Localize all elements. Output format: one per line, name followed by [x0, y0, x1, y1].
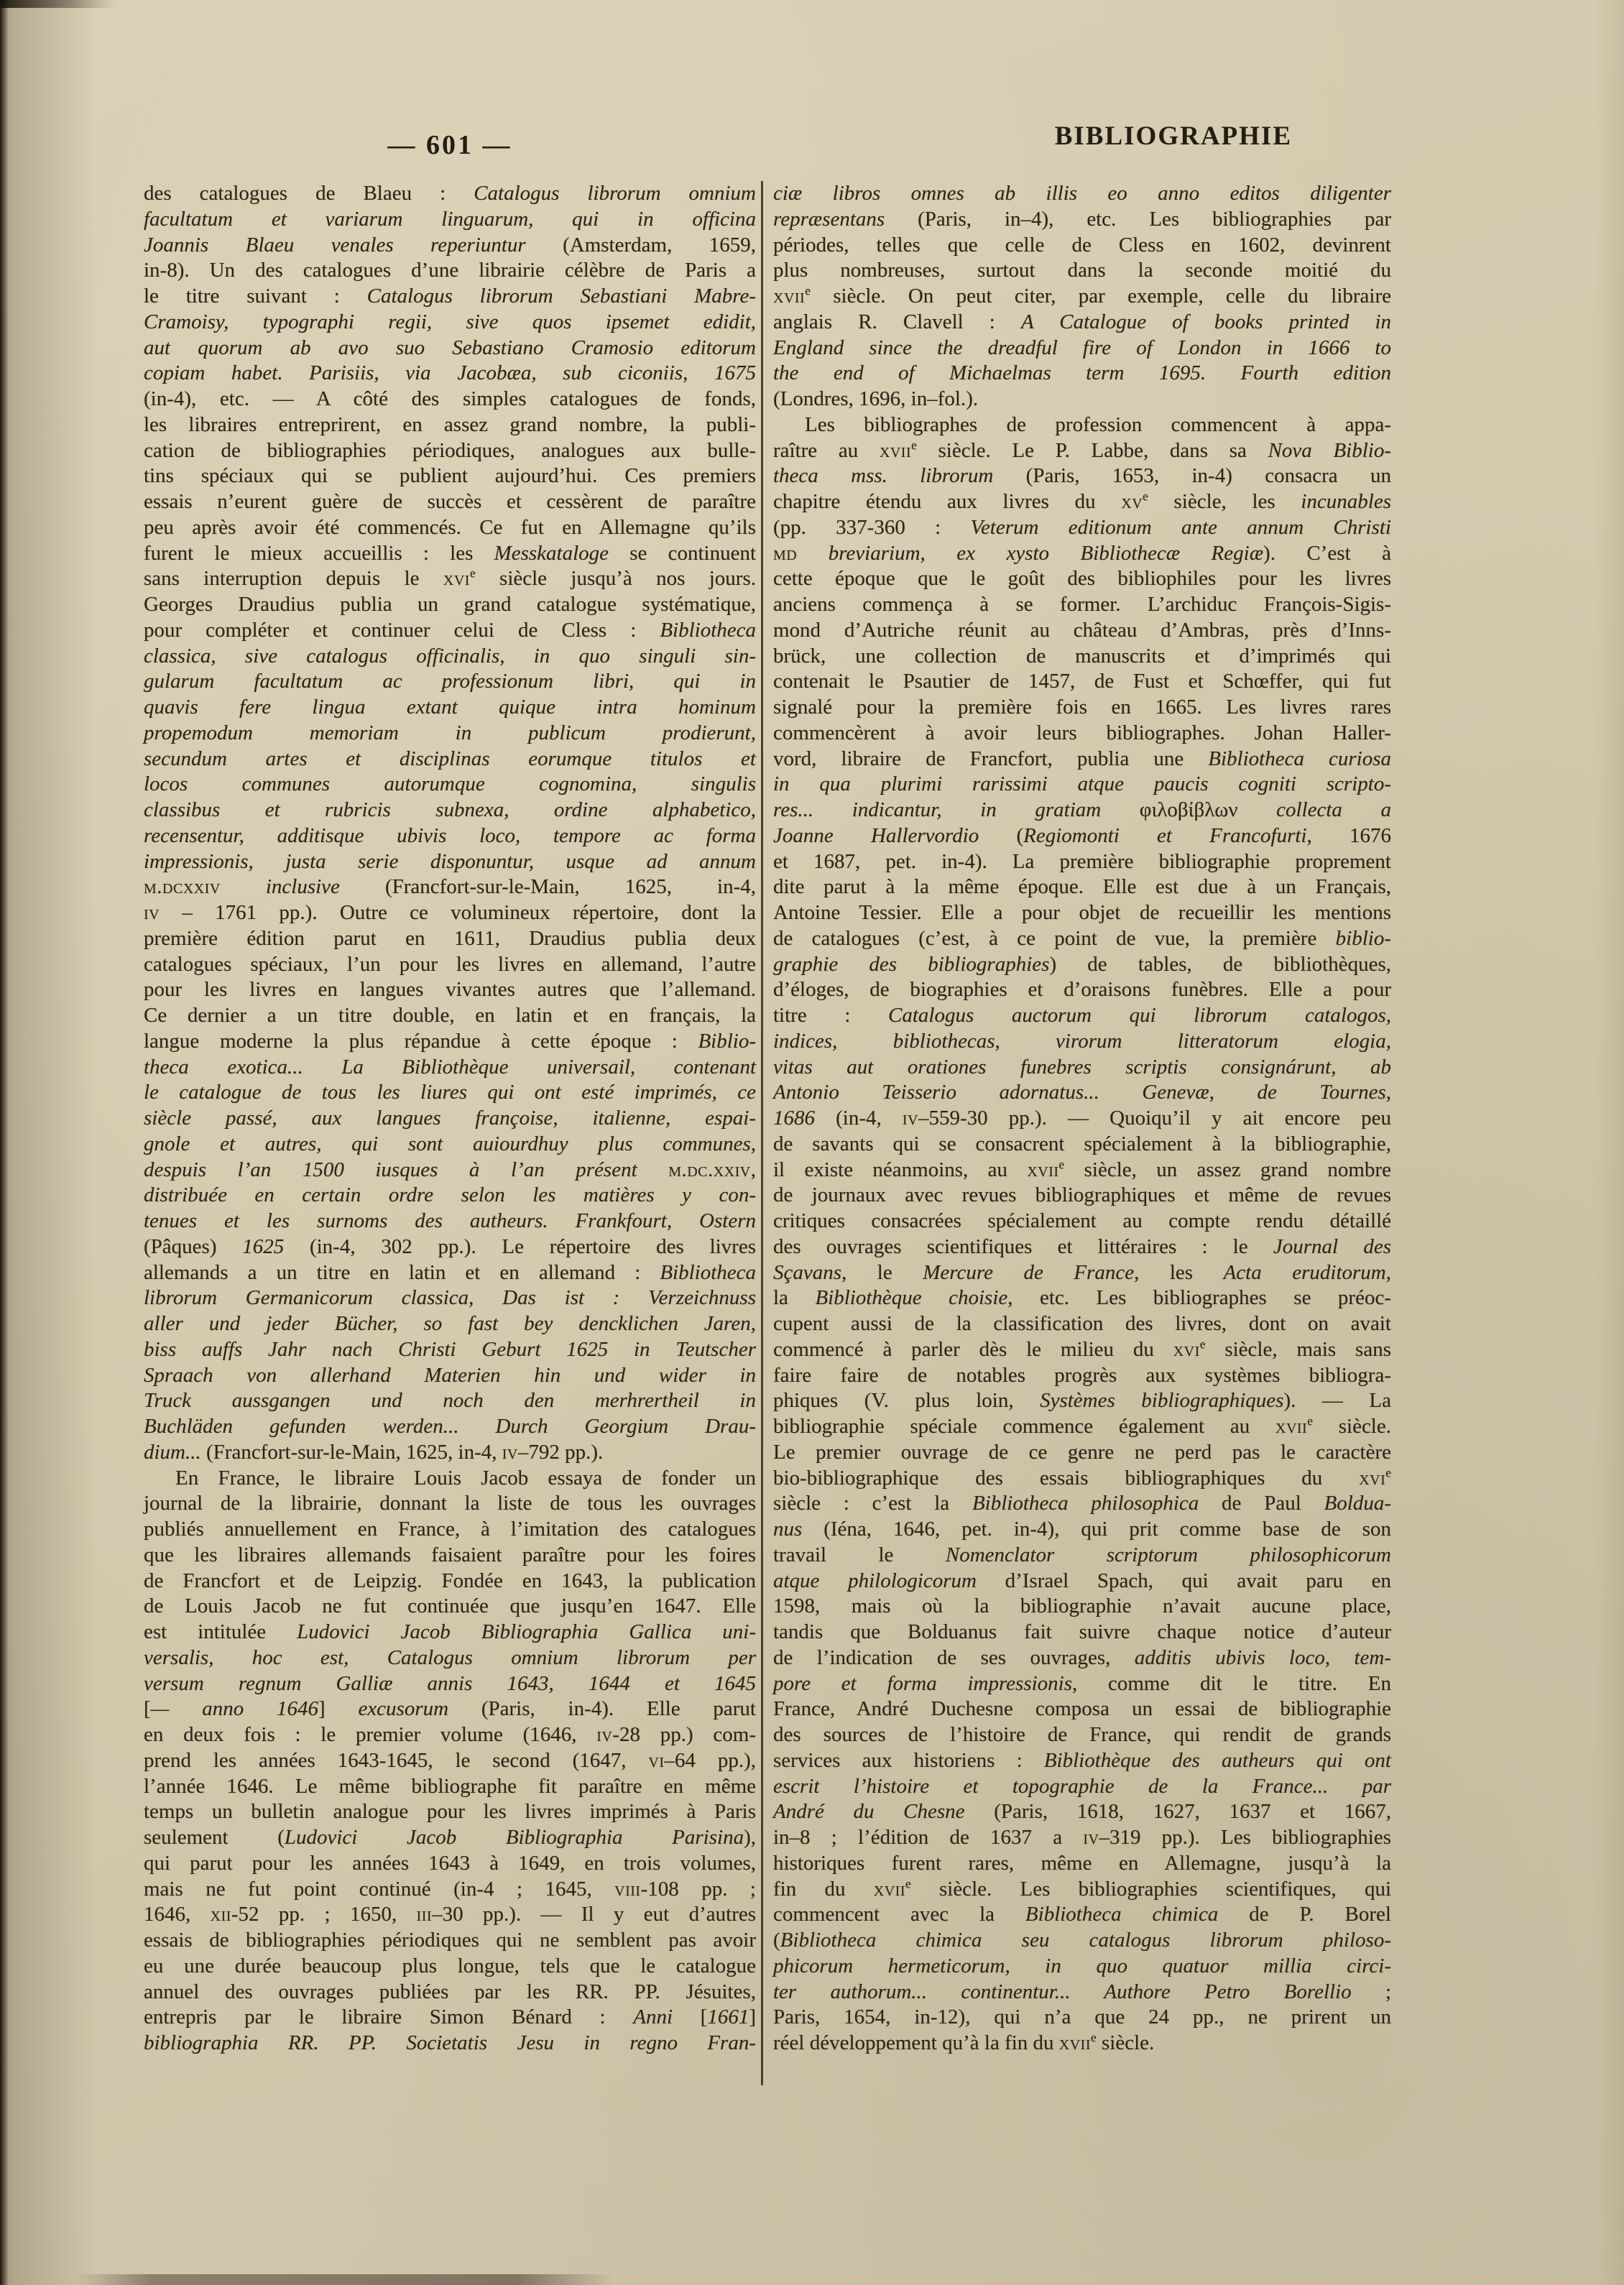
text-line: ter authorum... continentur... Authore Petro Borellio ; [773, 1980, 1391, 2003]
text-line: tenues et les surnoms des autheurs. Frankfourt, Ostern [144, 1209, 756, 1232]
text-line: repræsentans (Paris, in–4), etc. Les bibliographies par [773, 207, 1391, 231]
text-line: raître au xvii$^e$ siècle. Le P. Labbe, dans sa Nova Biblio- [773, 437, 1391, 462]
text-line: et 1687, pet. in-4). La première bibliographie proprement [773, 849, 1391, 873]
text-line: distribuée en certain ordre selon les matières y con- [144, 1183, 756, 1207]
text-line: (Pâques) 1625 (in-4, 302 pp.). Le répertoire des livres [144, 1234, 756, 1258]
text-line: nus (Iéna, 1646, pet. in-4), qui prit comme base de son [773, 1518, 1391, 1541]
text-line: d’éloges, de biographies et d’oraisons funèbres. Elle a pour [773, 978, 1391, 1002]
text-line: Paris, 1654, in-12), qui n’a que 24 pp., ne prirent un [773, 2005, 1391, 2029]
text-line: res... indicantur, in gratiam φιλοβίβλων collecta a [773, 798, 1391, 821]
text-line: En France, le libraire Louis Jacob essaya de fonder un [175, 1466, 756, 1490]
text-line: critiques consacrées spécialement au compte rendu détaillé [773, 1209, 1391, 1232]
text-line: de savants qui se consacrent spécialement à la bibliographie, [773, 1132, 1391, 1155]
text-line: 1598, mais où la bibliographie n’avait aucune place, [773, 1594, 1391, 1618]
page-bottom-edge-shadow [75, 2274, 614, 2285]
text-line: phicorum hermeticorum, in quo quatuor millia circi- [773, 1954, 1391, 1977]
text-line: sans interruption depuis le xvi$^e$ siècle jusqu’à nos jours. [144, 566, 756, 591]
paragraph [773, 412, 1391, 2056]
text-line: siècle : c’est la Bibliotheca philosophica de Paul Boldua- [773, 1492, 1392, 1515]
text-line: dite parut à la même époque. Elle est due à un Français, [773, 875, 1391, 899]
paragraph [773, 181, 1391, 412]
text-line: classibus et rubricis subnexa, ordine alphabetico, [144, 798, 756, 821]
text-line: versalis, hoc est, Catalogus omnium librorum per [144, 1645, 756, 1669]
text-line: (Londres, 1696, in–fol.). [773, 387, 979, 410]
text-line: xvii$^e$ siècle. On peut citer, par exemple, celle du libraire [773, 283, 1391, 308]
text-line: theca mss. librorum (Paris, 1653, in-4) consacra un [773, 464, 1391, 488]
text-line: travail le Nomenclator scriptorum philosophicorum [773, 1543, 1391, 1566]
text-line: theca exotica... La Bibliothèque universail, contenant [144, 1055, 756, 1079]
text-line: Antonio Teisserio adornatus... Genevæ, de Tournes, [773, 1081, 1391, 1104]
text-line: chapitre étendu aux livres du $xv^e$ siècle, les incunables [773, 489, 1391, 513]
text-line: réel développement qu’à la fin du xvii$^e$ siècle. [773, 2030, 1155, 2054]
text-line: mond d’Autriche réunit au château d’Ambras, près d’Inns- [773, 618, 1391, 642]
text-line: gularum facultatum ac professionum libri, qui in [144, 670, 756, 693]
text-line: contenait le Psautier de 1457, de Fust et Schœffer, qui fut [773, 670, 1391, 693]
text-line: furent le mieux accueillis : les Messkataloge se continuent [144, 541, 756, 565]
text-line: essais n’eurent guère de succès et cessèrent de paraître [144, 490, 756, 513]
text-line: (pp. 337-360 : Veterum editionum ante annum Christi [773, 515, 1391, 539]
text-line: cupent aussi de la classification des livres, dont on avait [773, 1312, 1391, 1335]
running-title: BIBLIOGRAPHIE [1054, 121, 1292, 151]
text-line: première édition parut en 1611, Draudius publia deux [144, 926, 756, 950]
text-line: Joannis Blaeu venales reperiuntur (Amsterdam, 1659, [144, 233, 756, 257]
text-line: 1686 (in-4, iv–559-30 pp.). — Quoiqu’il y ait encore peu [773, 1107, 1391, 1130]
text-line: Spraach von allerhand Materien hin und wider in [144, 1363, 756, 1387]
text-line: (in-4), etc. — A côté des simples catalogues de fonds, [144, 387, 756, 410]
text-line: graphie des bibliographies) de tables, de bibliothèques, [773, 952, 1391, 976]
left-text-column [144, 181, 756, 2056]
text-line: gnole et autres, qui sont auiourdhuy plus communes, [144, 1132, 756, 1155]
text-line: in qua plurimi rarissimi atque paucis cogniti scripto- [773, 772, 1391, 796]
text-line: essais de bibliographies périodiques qui ne semblent pas avoir [144, 1929, 756, 1952]
text-line: cation de bibliographies périodiques, analogues aux bulle- [144, 438, 756, 462]
text-line: secundum artes et disciplinas eorumque titulos et [144, 747, 756, 770]
text-line: seulement (Ludovici Jacob Bibliographia Parisina), [144, 1826, 757, 1849]
text-line: pour compléter et continuer celui de Cless : Bibliotheca [144, 618, 756, 642]
text-line: langue moderne la plus répandue à cette époque : Biblio- [144, 1029, 756, 1053]
text-line: in-8). Un des catalogues d’une librairie célèbre de Paris a [144, 259, 756, 282]
text-line: commencent avec la Bibliotheca chimica de P. Borel [773, 1903, 1391, 1926]
text-line: commencé à parler dès le milieu du xvi$^e$ siècle, mais sans [773, 1337, 1391, 1361]
text-line: vitas aut orationes funebres scriptis consignárunt, ab [773, 1055, 1391, 1079]
text-line: brück, une collection de manuscrits et d’imprimés qui [773, 644, 1391, 668]
text-line: despuis l’an 1500 iusques à l’an présent m.dc.xxiv, [144, 1158, 756, 1181]
text-line: Joanne Hallervordio (Regiomonti et Francofurti, 1676 [773, 823, 1391, 847]
text-line: aller und jeder Bücher, so fast bey dencklichen Jaren, [144, 1312, 756, 1335]
page-top-edge-shadow [0, 0, 115, 8]
text-line: annuel des ouvrages publiées par les RR. PP. Jésuites, [144, 1980, 756, 2003]
text-line: bio-bibliographique des essais bibliographiques du xvi$^e$ [773, 1464, 1391, 1490]
text-line: [— anno 1646] excusorum (Paris, in-4). Elle parut [144, 1697, 756, 1721]
text-line: siècle passé, aux langues françoise, italienne, espai- [144, 1107, 756, 1130]
text-line: md breviarium, ex xysto Bibliothecæ Regiæ). C’est à [773, 541, 1392, 565]
text-line: des catalogues de Blaeu : Catalogus librorum omnium [144, 182, 756, 205]
text-line: la Bibliothèque choisie, etc. Les bibliographes se préoc- [773, 1286, 1391, 1310]
text-line: catalogues spéciaux, l’un pour les livres en allemand, l’autre [144, 952, 756, 976]
text-line: signalé pour la première fois en 1665. Les livres rares [773, 696, 1391, 719]
text-line: France, André Duchesne composa un essai de bibliographie [773, 1697, 1391, 1721]
text-line: des ouvrages scientifiques et littéraires : le Journal des [773, 1234, 1391, 1258]
text-line: anciens commença à se former. L’archiduc François-Sigis- [773, 593, 1391, 616]
text-line: de Louis Jacob ne fut continuée que jusqu’en 1647. Elle [144, 1594, 756, 1618]
text-line: Ce dernier a un titre double, en latin et en français, la [144, 1004, 756, 1027]
text-line: Sçavans, le Mercure de France, les Acta eruditorum, [773, 1260, 1392, 1284]
text-line: escrit l’histoire et topographie de la France... par [773, 1774, 1391, 1798]
text-line: est intitulée Ludovici Jacob Bibliographia Gallica uni- [144, 1620, 756, 1643]
text-line: André du Chesne (Paris, 1618, 1627, 1637 et 1667, [773, 1800, 1391, 1824]
text-line: England since the dreadful fire of London in 1666 to [773, 336, 1391, 359]
text-line: aut quorum ab avo suo Sebastiano Cramosio editorum [144, 336, 756, 359]
right-text-column [773, 181, 1391, 2056]
text-line: Les bibliographes de profession commencent à appa- [805, 412, 1391, 436]
text-line: Georges Draudius publia un grand catalogue systématique, [144, 593, 756, 616]
text-line: allemands a un titre en latin et en allemand : Bibliotheca [144, 1260, 756, 1284]
text-line: périodes, telles que celle de Cless en 1602, devinrent [773, 233, 1391, 257]
text-line: pore et forma impressionis, comme dit le titre. En [773, 1671, 1391, 1695]
spine-shading [10, 0, 96, 2285]
text-line: de catalogues (c’est, à ce point de vue, la première biblio- [773, 926, 1391, 950]
text-line: entrepris par le libraire Simon Bénard : Anni [1661] [144, 2005, 756, 2029]
text-line: atque philologicorum d’Israel Spach, qui avait paru en [773, 1569, 1391, 1592]
text-line: Cramoisy, typographi regii, sive quos ipsemet edidit, [144, 310, 756, 333]
text-line: vord, libraire de Francfort, publia une Bibliotheca curiosa [773, 747, 1392, 770]
text-line: locos communes autorumque cognomina, singulis [144, 772, 756, 796]
text-line: en deux fois : le premier volume (1646, iv-28 pp.) com- [144, 1723, 756, 1746]
text-line: in–8 ; l’édition de 1637 a iv–319 pp.). Les bibliographies [773, 1826, 1391, 1849]
text-line: m.dcxxiv inclusive (Francfort-sur-le-Main, 1625, in-4, [144, 875, 757, 899]
text-line: qui parut pour les années 1643 à 1649, en trois volumes, [144, 1851, 756, 1875]
text-line: quavis fere lingua extant quique intra hominum [144, 696, 756, 719]
text-line: l’année 1646. Le même bibliographe fit paraître en même [144, 1774, 756, 1798]
text-line: plus nombreuses, surtout dans la seconde moitié du [773, 259, 1391, 282]
text-line: titre : Catalogus auctorum qui librorum catalogos, [773, 1004, 1391, 1027]
text-line: bibliographia RR. PP. Societatis Jesu in regno Fran- [144, 2031, 756, 2054]
text-line: tins spéciaux qui se publient aujourd’hui. Ces premiers [144, 464, 756, 488]
text-line: cette époque que le goût des bibliophiles pour les livres [773, 567, 1391, 591]
text-line: journal de la librairie, donnant la liste de tous les ouvrages [144, 1492, 756, 1515]
text-line: Le premier ouvrage de ce genre ne perd pas le caractère [773, 1440, 1391, 1464]
text-line: pour les livres en langues vivantes autres que l’allemand. [144, 978, 756, 1002]
text-line: prend les années 1643-1645, le second (1647, vi–64 pp.), [144, 1748, 756, 1772]
text-line: anglais R. Clavell : A Catalogue of books printed in [773, 310, 1392, 333]
text-line: facultatum et variarum linguarum, qui in officina [144, 207, 756, 231]
text-line: de Francfort et de Leipzig. Fondée en 1643, la publication [144, 1569, 756, 1592]
text-line: 1646, xii-52 pp. ; 1650, iii–30 pp.). — Il y eut d’autres [144, 1903, 757, 1926]
text-line: de l’indication de ses ouvrages, additis ubivis loco, tem- [773, 1645, 1391, 1669]
text-line: ciæ libros omnes ab illis eo anno editos diligenter [773, 182, 1391, 205]
column-divider-rule [761, 181, 763, 2085]
text-line: impressionis, justa serie disponuntur, usque ad annum [144, 849, 756, 873]
text-line: que les libraires allemands faisaient paraître pour les foires [144, 1543, 756, 1566]
text-line: classica, sive catalogus officinalis, in quo singuli sin- [144, 644, 756, 668]
text-line: commencèrent à avoir leurs bibliographes. Johan Haller- [773, 721, 1391, 744]
text-line: indices, bibliothecas, virorum litteratorum elogia, [773, 1029, 1391, 1053]
text-line: historiques furent rares, même en Allemagne, jusqu’à la [773, 1851, 1391, 1875]
text-line: Buchläden gefunden werden... Durch Georgium Drau- [144, 1415, 756, 1438]
text-line: bibliographie spéciale commence également au xvii$^e$ siècle. [773, 1413, 1391, 1438]
text-line: phiques (V. plus loin, Systèmes bibliographiques). — La [773, 1389, 1391, 1413]
text-line: librorum Germanicorum classica, Das ist : Verzeichnuss [144, 1286, 756, 1310]
text-line: faire faire de notables progrès aux systèmes bibliogra- [773, 1363, 1391, 1387]
text-line: fin du xvii$^e$ siècle. Les bibliographies scientifiques, qui [773, 1875, 1391, 1901]
text-line: publiés annuellement en France, à l’imitation des catalogues [144, 1518, 756, 1541]
text-line: les libraires entreprirent, en assez grand nombre, la publi- [144, 412, 756, 436]
text-line: the end of Michaelmas term 1695. Fourth edition [773, 361, 1391, 385]
text-line: le titre suivant : Catalogus librorum Sebastiani Mabre- [144, 285, 756, 308]
text-line: eu une durée beaucoup plus longue, tels que le catalogue [144, 1954, 756, 1977]
text-line: versum regnum Galliæ annis 1643, 1644 et 1645 [144, 1671, 756, 1695]
text-line: mais ne fut point continué (in-4 ; 1645, viii-108 pp. ; [144, 1877, 756, 1901]
paragraph [144, 1466, 756, 2056]
text-line: le catalogue de tous les liures qui ont esté imprimés, ce [144, 1081, 756, 1104]
text-line: recensentur, additisque ubivis loco, tempore ac forma [144, 823, 756, 847]
text-line: iv – 1761 pp.). Outre ce volumineux répertoire, dont la [144, 901, 756, 924]
paragraph [144, 181, 756, 1466]
page-right-edge-shadow [1595, 0, 1624, 2285]
text-line: Truck aussgangen und noch den merhrertheil in [144, 1389, 756, 1413]
text-line: copiam habet. Parisiis, via Jacobæa, sub ciconiis, 1675 [144, 361, 756, 385]
text-line: des sources de l’histoire de France, qui rendit de grands [773, 1723, 1391, 1746]
text-line: tandis que Bolduanus fait suivre chaque notice d’auteur [773, 1620, 1391, 1643]
text-line: services aux historiens : Bibliothèque des autheurs qui ont [773, 1748, 1391, 1772]
text-line: de journaux avec revues bibliographiques et même de revues [773, 1183, 1391, 1207]
text-line: propemodum memoriam in publicum prodierunt, [144, 721, 756, 744]
page-number: — 601 — [387, 130, 512, 160]
text-line: (Bibliotheca chimica seu catalogus librorum philoso- [773, 1929, 1391, 1952]
text-line: temps un bulletin analogue pour les livres imprimés à Paris [144, 1800, 756, 1824]
text-line: peu après avoir été commencés. Ce fut en Allemagne qu’ils [144, 515, 756, 539]
text-line: Antoine Tessier. Elle a pour objet de recueillir les mentions [773, 901, 1391, 924]
text-line: il existe néanmoins, au xvii$^e$ siècle, un assez grand nombre [773, 1156, 1391, 1181]
text-line: dium... (Francfort-sur-le-Main, 1625, in-4, iv–792 pp.). [144, 1440, 604, 1464]
text-line: biss auffs Jahr nach Christi Geburt 1625 in Teutscher [144, 1337, 756, 1361]
